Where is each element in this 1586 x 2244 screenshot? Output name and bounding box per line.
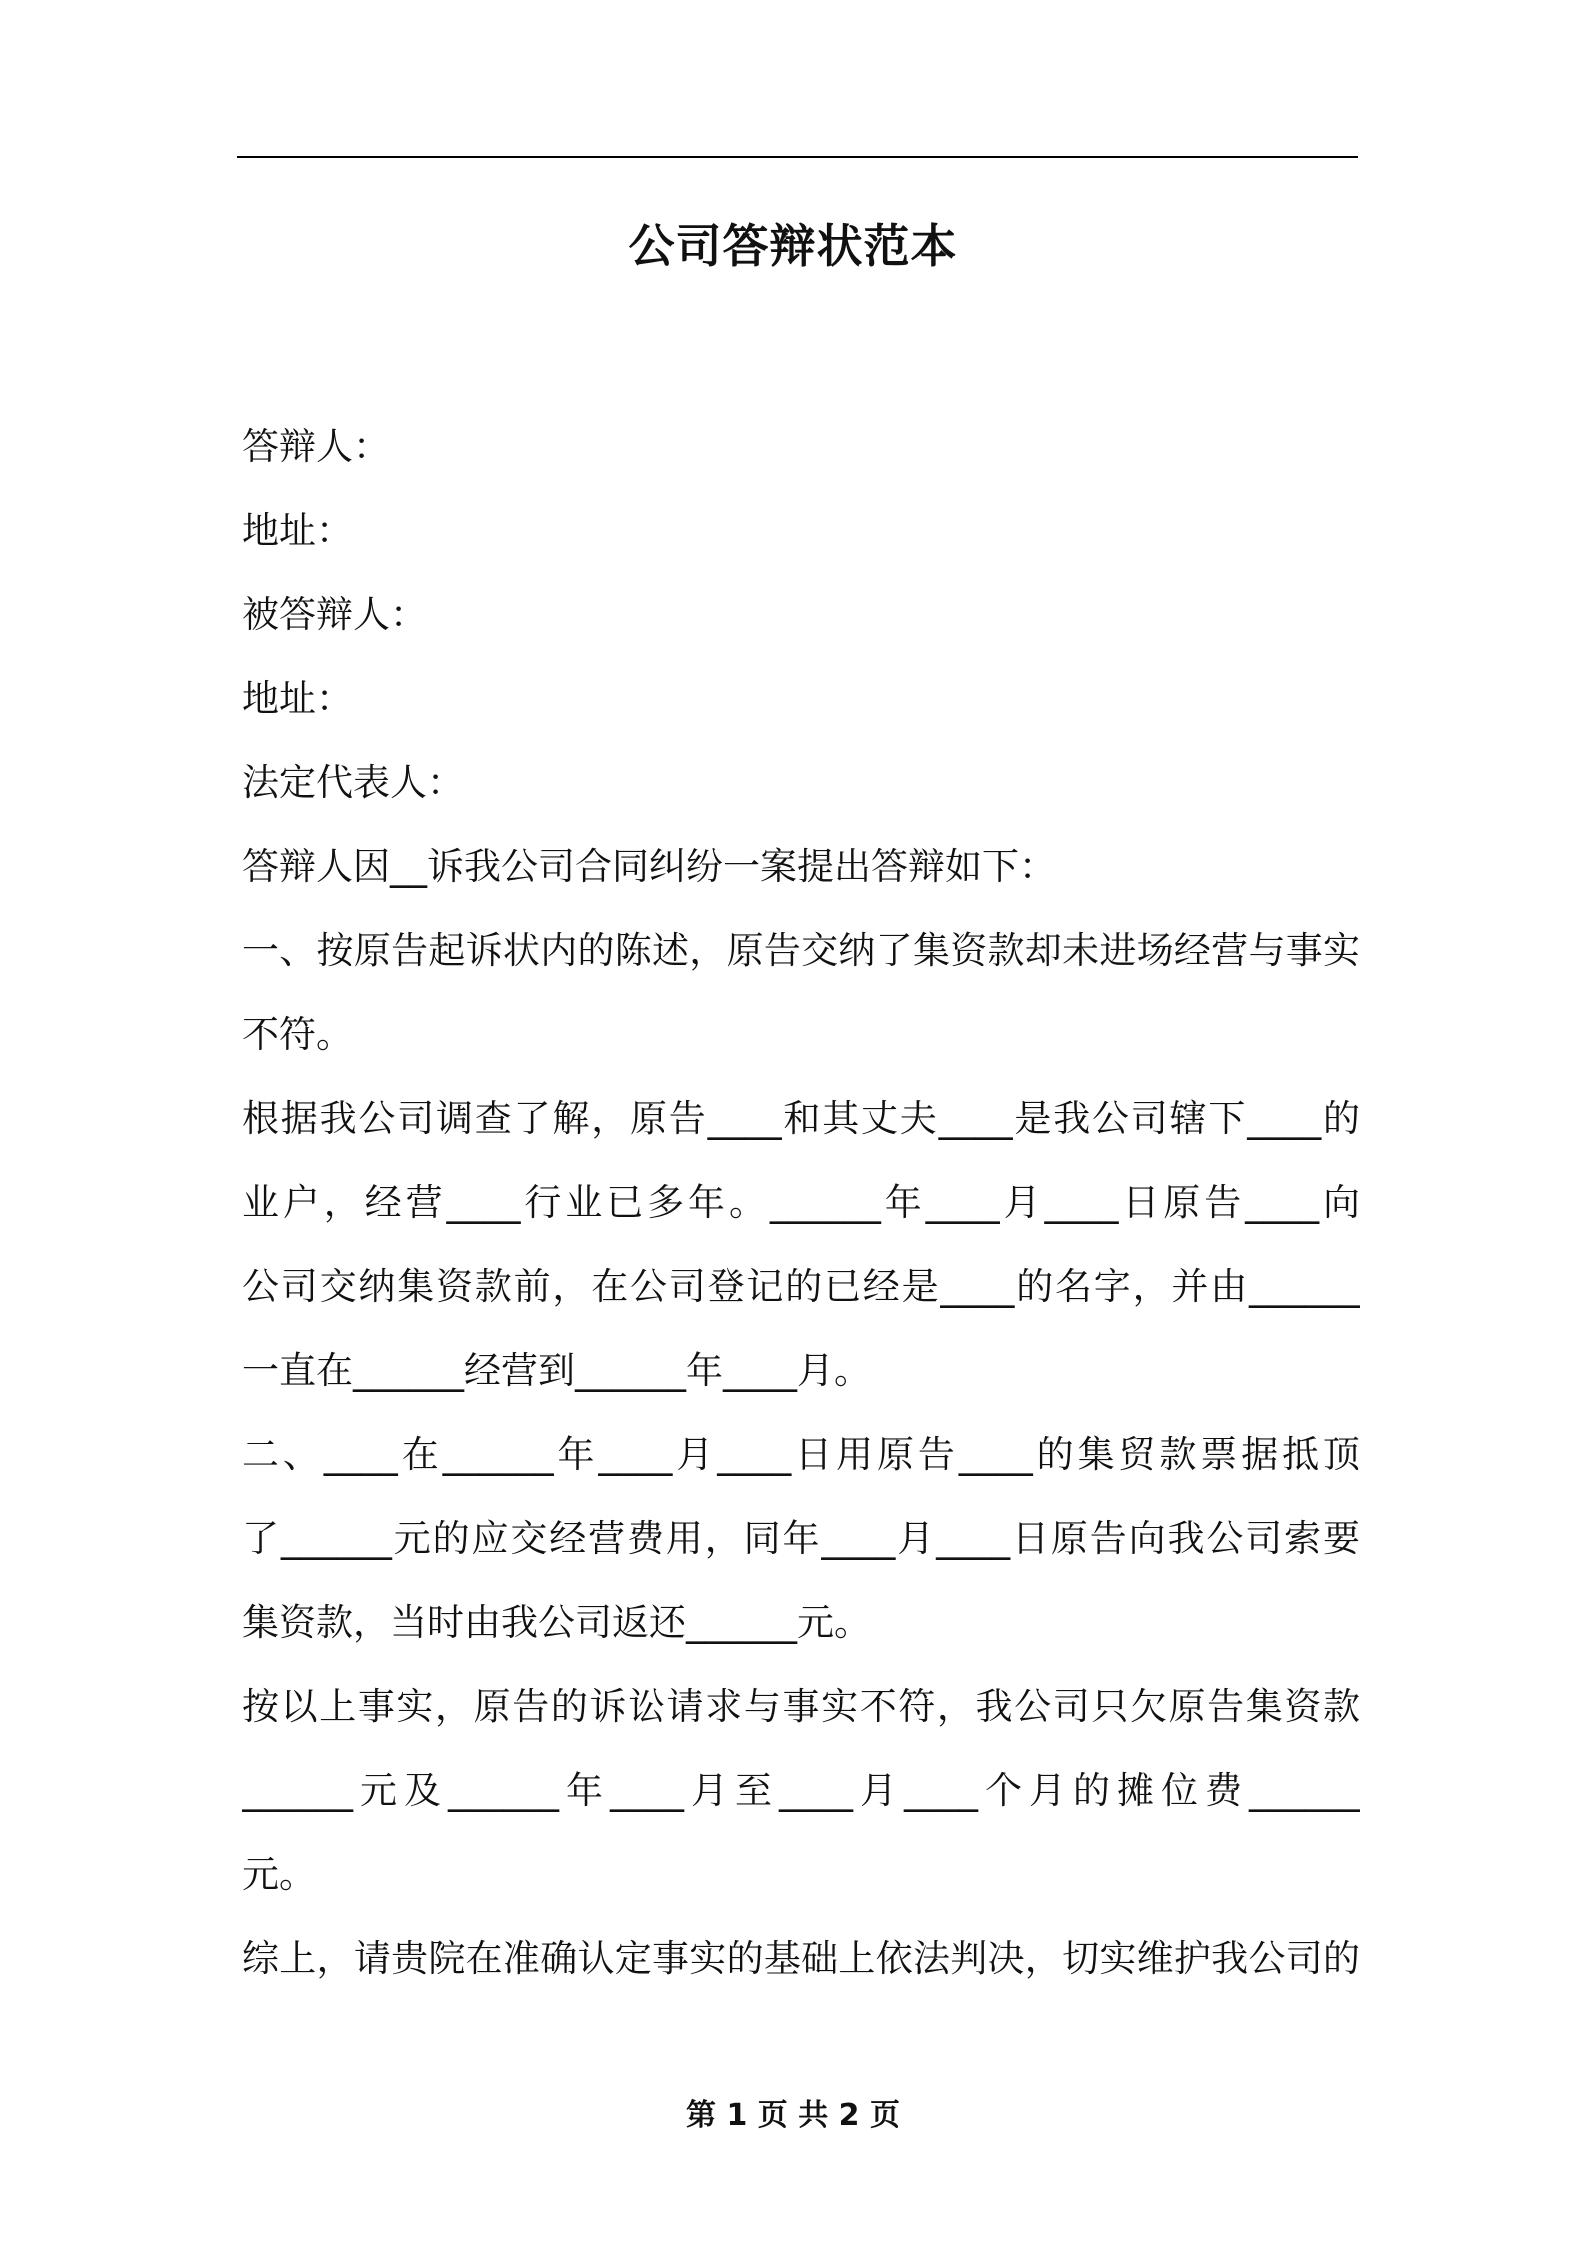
field-defendant: 答辩人： <box>242 425 390 468</box>
field-legal-representative: 法定代表人： <box>242 761 464 804</box>
field-defendant-address: 地址： <box>242 509 353 552</box>
page-number-footer: 第 1 页 共 2 页 <box>686 2098 900 2133</box>
paragraph-intro: 答辩人因__诉我公司合同纠纷一案提出答辩如下： <box>242 845 1056 888</box>
paragraph-line: 根据我公司调查了解，原告____和其丈夫____是我公司辖下____的 <box>242 1097 1360 1140</box>
paragraph-line: 元。 <box>242 1853 316 1896</box>
paragraph-line: ______元及______年____月至____月____个月的摊位费______ <box>242 1769 1360 1812</box>
paragraph-line: 了______元的应交经营费用，同年____月____日原告向我公司索要 <box>242 1517 1360 1560</box>
paragraph-line: 业户，经营____行业已多年。______年____月____日原告____向 <box>242 1181 1360 1224</box>
paragraph-line: 一、按原告起诉状内的陈述，原告交纳了集资款却未进场经营与事实 <box>242 929 1360 972</box>
paragraph-line: 公司交纳集资款前，在公司登记的已经是____的名字，并由______ <box>242 1265 1360 1308</box>
paragraph-line: 综上，请贵院在准确认定事实的基础上依法判决，切实维护我公司的 <box>242 1937 1360 1980</box>
field-respondent: 被答辩人： <box>242 593 427 636</box>
paragraph-line: 不符。 <box>242 1013 353 1056</box>
paragraph-line: 按以上事实，原告的诉讼请求与事实不符，我公司只欠原告集资款 <box>242 1685 1360 1728</box>
document-title: 公司答辩状范本 <box>628 219 958 273</box>
document-body <box>242 405 1360 2001</box>
paragraph-line: 二、____在______年____月____日用原告____的集贸款票据抵顶 <box>242 1433 1360 1476</box>
header-rule <box>237 156 1358 158</box>
paragraph-line: 集资款，当时由我公司返还______元。 <box>242 1601 871 1644</box>
paragraph-line: 一直在______经营到______年____月。 <box>242 1349 871 1392</box>
field-respondent-address: 地址： <box>242 677 353 720</box>
